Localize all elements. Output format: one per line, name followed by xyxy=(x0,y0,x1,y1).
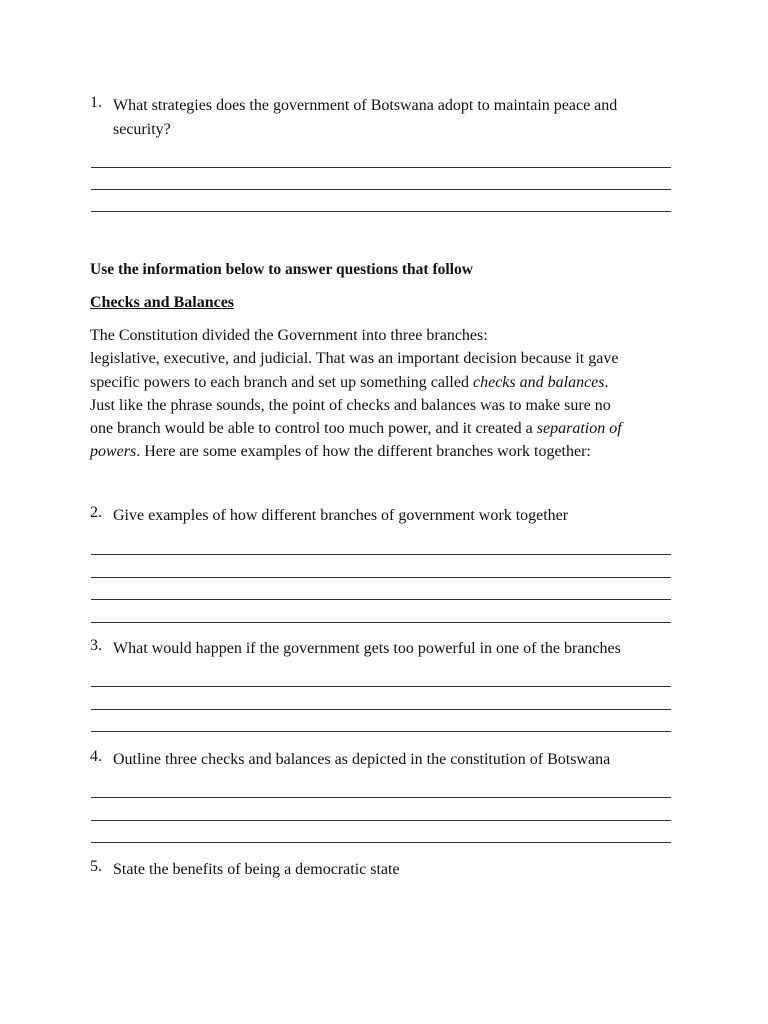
section-title: Checks and Balances xyxy=(90,294,235,311)
answer-line[interactable] xyxy=(91,686,671,687)
answer-line[interactable] xyxy=(91,842,671,843)
answer-line[interactable] xyxy=(91,599,671,600)
passage xyxy=(90,324,690,464)
question-1-line-1: What strategies does the government of Botswana adopt to maintain peace and xyxy=(113,97,618,114)
answer-line[interactable] xyxy=(91,622,671,623)
question-4-number: 4. xyxy=(90,748,102,765)
passage-line: Just like the phrase sounds, the point of checks and balances was to make sure no xyxy=(90,396,611,414)
answer-line[interactable] xyxy=(91,554,671,555)
answer-line[interactable] xyxy=(91,189,671,190)
answer-line[interactable] xyxy=(91,211,671,212)
question-3-text: What would happen if the government gets too powerful in one of the branches xyxy=(113,640,621,657)
question-1-number: 1. xyxy=(90,94,102,111)
question-1-line-2: security? xyxy=(113,121,171,138)
question-1-text xyxy=(113,94,683,142)
answer-line[interactable] xyxy=(91,797,671,798)
passage-emphasis: checks and balances xyxy=(472,373,605,391)
question-5-text: State the benefits of being a democratic state xyxy=(113,861,400,878)
question-2-text: Give examples of how different branches of government work together xyxy=(113,507,569,524)
passage-line: legislative, executive, and judicial. That was an important decision because it gave xyxy=(90,350,619,368)
answer-line[interactable] xyxy=(91,167,671,168)
passage-line xyxy=(90,371,690,394)
answer-line[interactable] xyxy=(91,709,671,710)
answer-line[interactable] xyxy=(91,820,671,821)
answer-line[interactable] xyxy=(91,731,671,732)
passage-line xyxy=(90,417,690,440)
question-2-number: 2. xyxy=(90,504,102,521)
passage-text: one branch would be able to control too much power, and it created a xyxy=(90,420,537,438)
passage-text: specific powers to each branch and set up something called xyxy=(90,373,473,391)
question-4-text: Outline three checks and balances as depicted in the constitution of Botswana xyxy=(113,751,611,768)
passage-text: . xyxy=(604,373,609,391)
instruction-heading: Use the information below to answer questions that follow xyxy=(90,261,473,278)
passage-emphasis: separation of xyxy=(536,420,622,438)
passage-line xyxy=(90,440,690,463)
answer-line[interactable] xyxy=(91,577,671,578)
passage-emphasis: powers xyxy=(90,443,137,461)
passage-text: . Here are some examples of how the different branches work together: xyxy=(136,443,591,461)
question-3-number: 3. xyxy=(90,637,102,654)
question-5-number: 5. xyxy=(90,858,102,875)
passage-line: The Constitution divided the Government into three branches: xyxy=(90,327,488,344)
